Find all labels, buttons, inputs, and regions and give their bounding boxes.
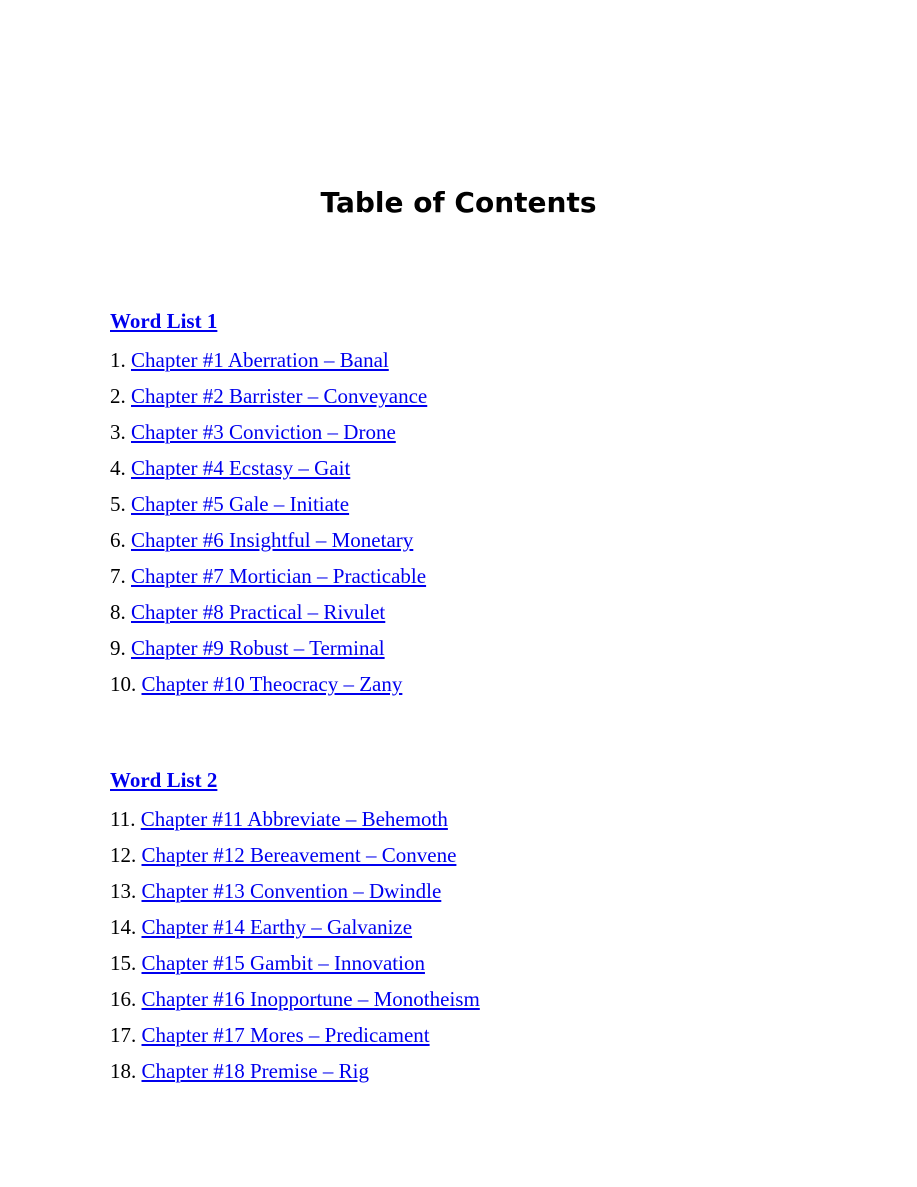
chapter-number: 5. xyxy=(110,492,126,516)
chapter-item xyxy=(110,837,870,873)
chapter-list xyxy=(110,342,870,702)
chapter-item xyxy=(110,378,870,414)
chapter-number: 18. xyxy=(110,1059,137,1083)
chapter-link[interactable]: Chapter #17 Mores – Predicament xyxy=(141,1023,430,1047)
chapter-number: 12. xyxy=(110,843,137,867)
chapter-number: 15. xyxy=(110,951,137,975)
chapter-number: 4. xyxy=(110,456,126,480)
chapter-item xyxy=(110,801,870,837)
word-list-heading-link[interactable]: Word List 1 xyxy=(110,309,218,333)
chapter-link[interactable]: Chapter #11 Abbreviate – Behemoth xyxy=(140,807,448,831)
chapter-item xyxy=(110,558,870,594)
chapter-item xyxy=(110,909,870,945)
chapter-number: 9. xyxy=(110,636,126,660)
chapter-number: 1. xyxy=(110,348,126,372)
chapter-number: 16. xyxy=(110,987,137,1011)
chapter-list xyxy=(110,801,870,1089)
chapter-number: 14. xyxy=(110,915,137,939)
chapter-item xyxy=(110,450,870,486)
chapter-link[interactable]: Chapter #3 Conviction – Drone xyxy=(131,420,396,444)
chapter-link[interactable]: Chapter #5 Gale – Initiate xyxy=(131,492,350,516)
chapter-link[interactable]: Chapter #13 Convention – Dwindle xyxy=(141,879,442,903)
chapter-number: 11. xyxy=(110,807,136,831)
chapter-link[interactable]: Chapter #15 Gambit – Innovation xyxy=(141,951,425,975)
chapter-link[interactable]: Chapter #4 Ecstasy – Gait xyxy=(131,456,351,480)
chapter-link[interactable]: Chapter #9 Robust – Terminal xyxy=(131,636,385,660)
chapter-link[interactable]: Chapter #1 Aberration – Banal xyxy=(131,348,389,372)
word-list-section xyxy=(110,765,870,1089)
chapter-item xyxy=(110,873,870,909)
chapter-item xyxy=(110,1017,870,1053)
chapter-item xyxy=(110,522,870,558)
chapter-number: 2. xyxy=(110,384,126,408)
chapter-link[interactable]: Chapter #16 Inopportune – Monotheism xyxy=(141,987,480,1011)
word-list-heading-link[interactable]: Word List 2 xyxy=(110,768,218,792)
chapter-number: 13. xyxy=(110,879,137,903)
chapter-item xyxy=(110,342,870,378)
page-title: Table of Contents xyxy=(320,186,597,219)
chapter-number: 3. xyxy=(110,420,126,444)
chapter-item xyxy=(110,981,870,1017)
chapter-item xyxy=(110,945,870,981)
chapter-link[interactable]: Chapter #6 Insightful – Monetary xyxy=(131,528,414,552)
chapter-item xyxy=(110,666,870,702)
chapter-item xyxy=(110,594,870,630)
chapter-link[interactable]: Chapter #14 Earthy – Galvanize xyxy=(141,915,413,939)
chapter-number: 6. xyxy=(110,528,126,552)
chapter-link[interactable]: Chapter #7 Mortician – Practicable xyxy=(131,564,427,588)
word-list-section xyxy=(110,306,870,702)
chapter-item xyxy=(110,630,870,666)
chapter-number: 7. xyxy=(110,564,126,588)
chapter-number: 17. xyxy=(110,1023,137,1047)
chapter-link[interactable]: Chapter #8 Practical – Rivulet xyxy=(131,600,386,624)
chapter-link[interactable]: Chapter #18 Premise – Rig xyxy=(141,1059,369,1083)
chapter-item xyxy=(110,486,870,522)
chapter-link[interactable]: Chapter #10 Theocracy – Zany xyxy=(141,672,403,696)
chapter-link[interactable]: Chapter #12 Bereavement – Convene xyxy=(141,843,457,867)
chapter-number: 8. xyxy=(110,600,126,624)
chapter-number: 10. xyxy=(110,672,137,696)
chapter-item xyxy=(110,1053,870,1089)
chapter-item xyxy=(110,414,870,450)
chapter-link[interactable]: Chapter #2 Barrister – Conveyance xyxy=(131,384,428,408)
